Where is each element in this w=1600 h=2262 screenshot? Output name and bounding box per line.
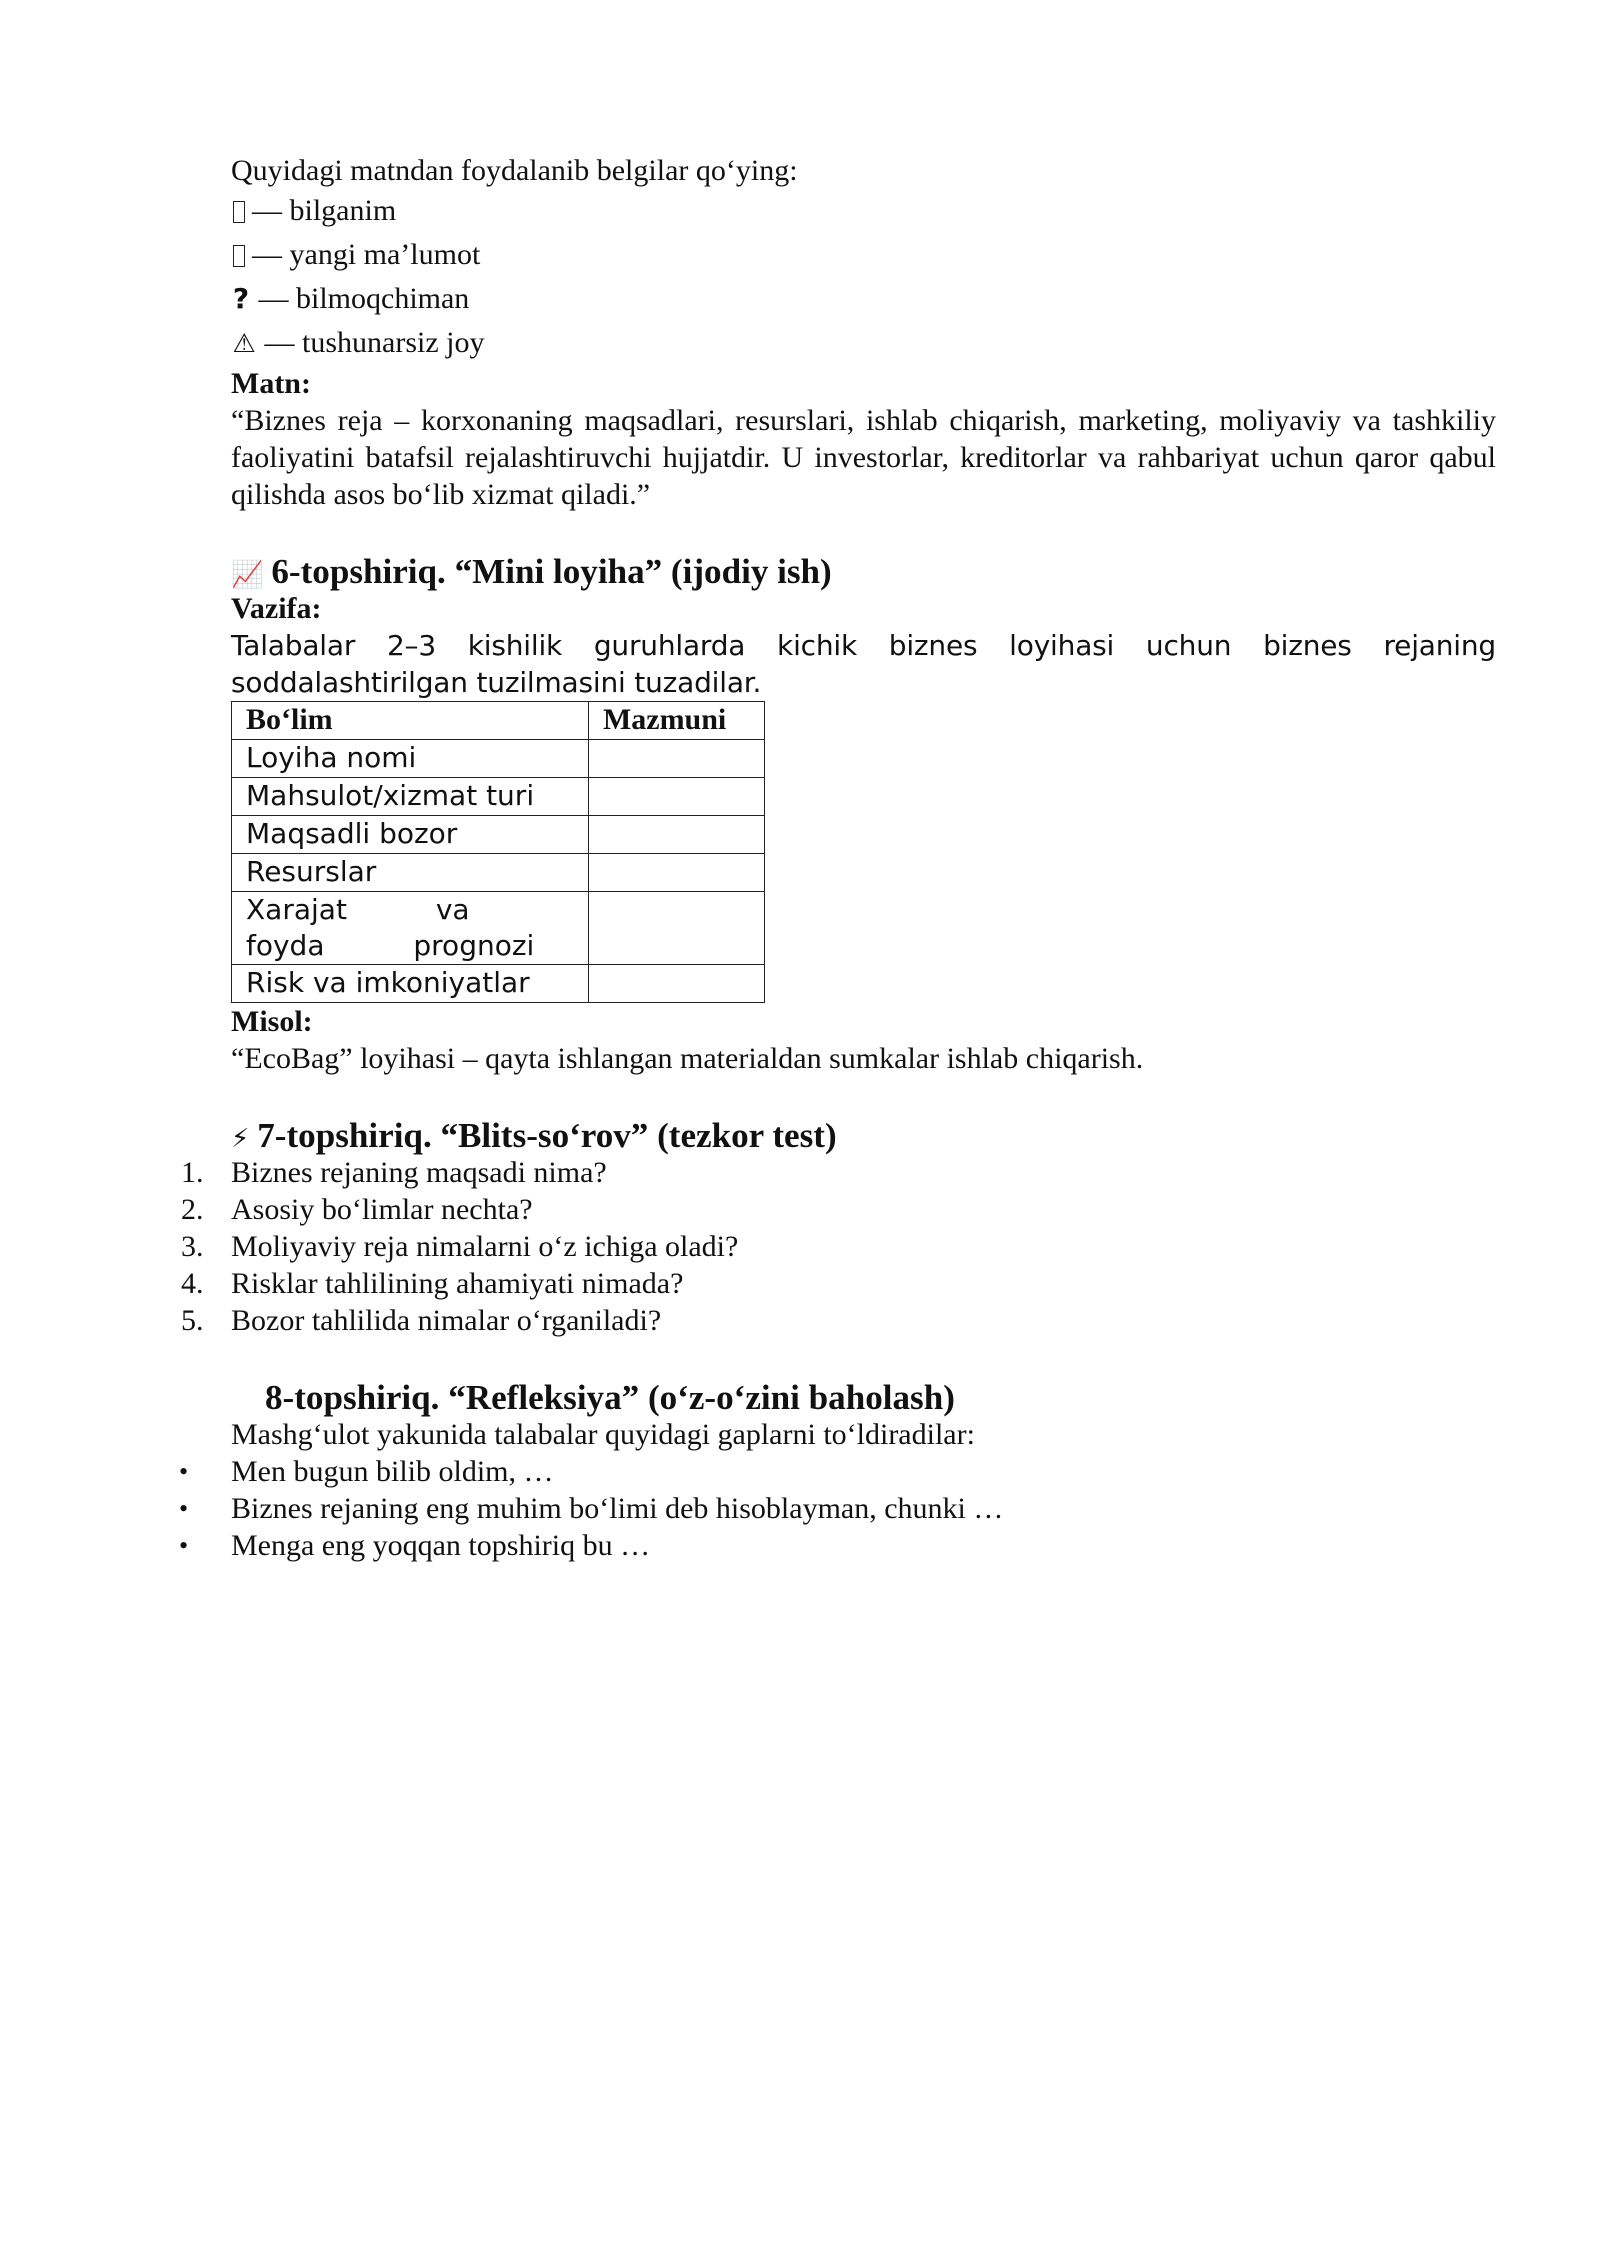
table-row xyxy=(232,778,765,816)
task6-heading xyxy=(231,553,1496,590)
list-number: 3. xyxy=(181,1230,204,1263)
legend-text: — bilmoqchiman xyxy=(258,282,470,315)
legend-text: — yangi ma’lumot xyxy=(252,238,481,271)
misol-label: Misol: xyxy=(231,1005,313,1038)
square-glyph-icon xyxy=(233,201,245,223)
table-row xyxy=(232,816,765,854)
matn-text: “Biznes reja – korxonaning maqsadlari, resurslari, ishlab chiqarish, marketing, moliyaviy va tashkiliy faoliyatini batafsil rejalashtiruvchi hujjatdir. U investorlar, kreditorlar va rahbariyat uchun qaror qabul qilishda asos bo‘lib xizmat qiladi.” xyxy=(231,404,1496,511)
question-text: Risklar tahlilining ahamiyati nimada? xyxy=(231,1267,684,1300)
table-row xyxy=(232,892,765,965)
project-structure-table xyxy=(231,701,765,1003)
table-cell: Maqsadli bozor xyxy=(232,816,589,854)
misol-text: “EcoBag” loyihasi – qayta ishlangan materialdan sumkalar ishlab chiqarish. xyxy=(231,1042,1144,1075)
bullet-icon: • xyxy=(179,1494,189,1523)
list-item xyxy=(179,1490,1496,1527)
table-cell-empty xyxy=(588,854,764,892)
legend-item-bilmoqchiman xyxy=(231,277,1496,321)
bullet-icon: • xyxy=(179,1531,189,1560)
table-header-cell: Bo‘lim xyxy=(232,702,589,740)
list-item xyxy=(181,1191,1496,1228)
legend-item-yangi xyxy=(231,233,1496,277)
spacer xyxy=(231,1339,1496,1379)
spacer xyxy=(231,513,1496,553)
task8-intro: Mashg‘ulot yakunida talabalar quyidagi gaplarni to‘ldiradilar: xyxy=(231,1418,975,1451)
square-glyph-icon xyxy=(233,245,245,267)
table-cell-empty xyxy=(588,892,764,965)
matn-label: Matn: xyxy=(231,367,311,400)
legend-item-tushunarsiz xyxy=(231,321,1496,365)
table-cell-empty xyxy=(588,740,764,778)
warning-icon: ⚠ xyxy=(232,329,256,359)
quiz-question-list xyxy=(181,1154,1496,1339)
table-cell-empty xyxy=(588,778,764,816)
task8-heading: 8-topshiriq. “Refleksiya” (o‘z-o‘zini baholash) xyxy=(265,1378,955,1417)
chart-increasing-icon: 📈 xyxy=(231,560,264,590)
table-row xyxy=(232,854,765,892)
table-cell: Mahsulot/xizmat turi xyxy=(232,778,589,816)
reflection-text: Menga eng yoqqan topshiriq bu … xyxy=(231,1529,651,1562)
task6-title: 6-topshiriq. “Mini loyiha” (ijodiy ish) xyxy=(271,552,832,591)
task7-heading xyxy=(231,1117,1496,1154)
question-mark-icon: ? xyxy=(232,282,250,315)
intro-text: Quyidagi matndan foydalanib belgilar qo‘ying: xyxy=(231,154,798,187)
table-row xyxy=(232,965,765,1003)
list-number: 2. xyxy=(181,1193,204,1226)
list-item xyxy=(181,1228,1496,1265)
question-text: Bozor tahlilida nimalar o‘rganiladi? xyxy=(231,1304,662,1337)
table-cell-empty xyxy=(588,965,764,1003)
vazifa-text: Talabalar 2–3 kishilik guruhlarda kichik biznes loyihasi uchun biznes rejaning soddalashtirilgan tuzilmasini tuzadilar. xyxy=(231,629,1496,699)
reflection-text: Biznes rejaning eng muhim bo‘limi deb hisoblayman, chunki … xyxy=(231,1492,1004,1525)
list-item xyxy=(179,1453,1496,1490)
reflection-list xyxy=(179,1453,1496,1564)
table-header-cell: Mazmuni xyxy=(588,702,764,740)
spacer xyxy=(231,1077,1496,1117)
legend-text: — tushunarsiz joy xyxy=(264,326,485,359)
question-text: Biznes rejaning maqsadi nima? xyxy=(231,1156,607,1189)
bullet-icon: • xyxy=(179,1457,189,1486)
legend-text: — bilganim xyxy=(252,194,397,227)
list-item xyxy=(179,1527,1496,1564)
task7-title: 7-topshiriq. “Blits-so‘rov” (tezkor test) xyxy=(257,1116,837,1155)
list-item xyxy=(181,1154,1496,1191)
legend-list xyxy=(231,189,1496,365)
vazifa-label: Vazifa: xyxy=(231,592,322,625)
table-cell: Risk va imkoniyatlar xyxy=(232,965,589,1003)
document-content xyxy=(179,152,1496,1564)
question-text: Moliyaviy reja nimalarni o‘z ichiga oladi? xyxy=(231,1230,739,1263)
list-number: 4. xyxy=(181,1267,204,1300)
table-cell: Resurslar xyxy=(232,854,589,892)
reflection-text: Men bugun bilib oldim, … xyxy=(231,1455,554,1488)
table-cell: Loyiha nomi xyxy=(232,740,589,778)
lightning-icon: ⚡ xyxy=(231,1124,250,1154)
list-number: 1. xyxy=(181,1156,204,1189)
question-text: Asosiy bo‘limlar nechta? xyxy=(231,1193,533,1226)
table-header-row xyxy=(232,702,765,740)
legend-item-bilganim xyxy=(231,189,1496,233)
table-cell-empty xyxy=(588,816,764,854)
list-item xyxy=(181,1265,1496,1302)
table-cell: Xarajat va foyda prognozi xyxy=(232,892,589,965)
list-item xyxy=(181,1302,1496,1339)
list-number: 5. xyxy=(181,1304,204,1337)
table-row xyxy=(232,740,765,778)
